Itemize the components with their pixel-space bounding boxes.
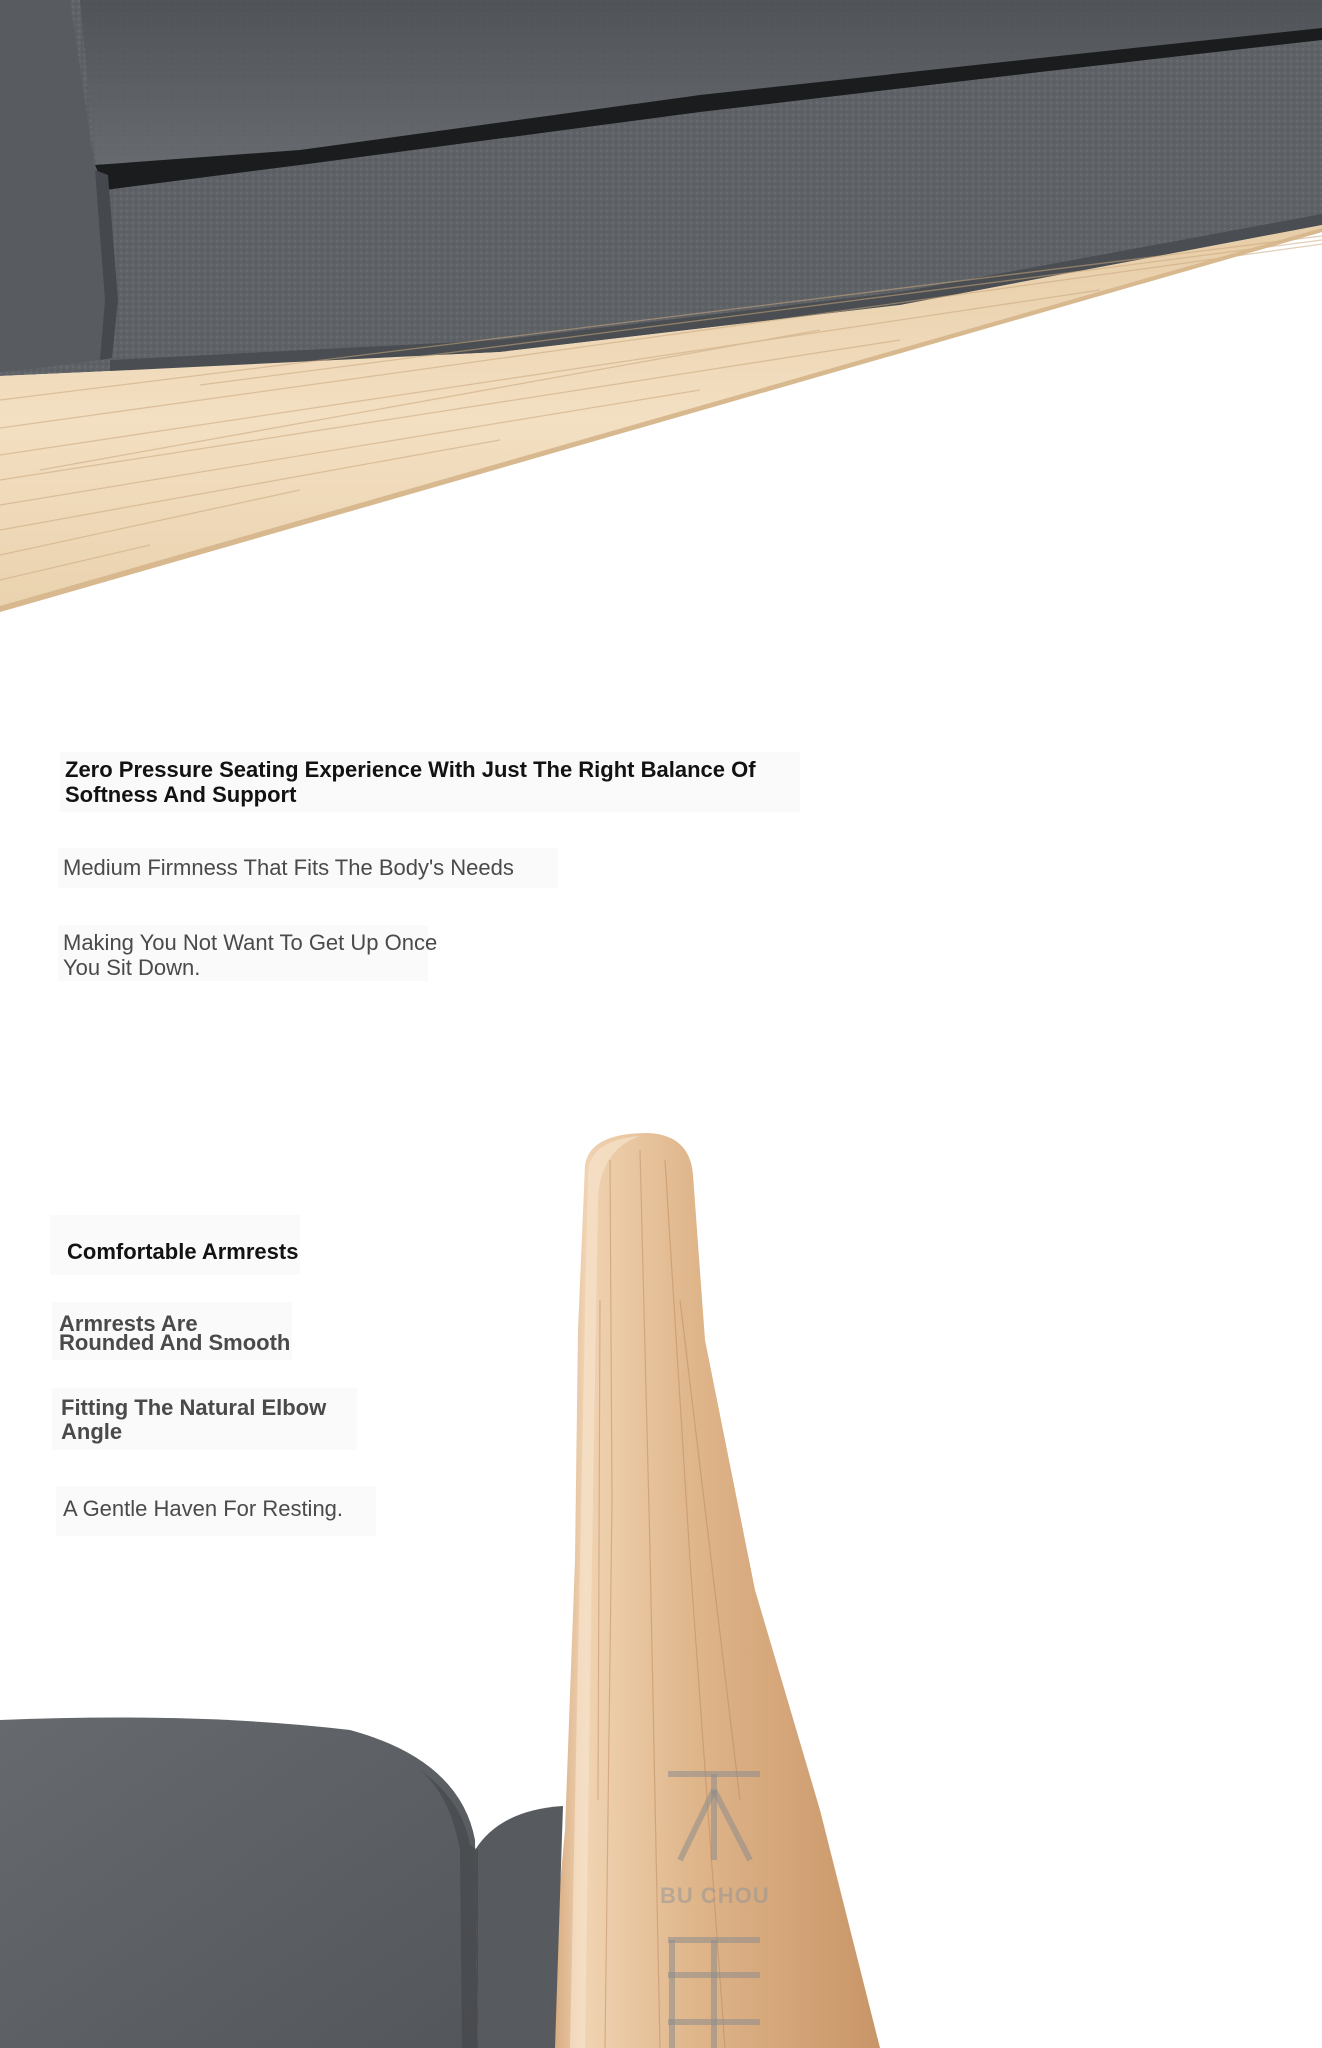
armrest-image — [545, 1133, 880, 2048]
armrest-feature-elbow: Fitting The Natural Elbow Angle — [61, 1395, 327, 1444]
armrest-feature-rounded: Armrests Are Rounded And Smooth — [59, 1311, 291, 1355]
armrest-section-title: Comfortable Armrests — [67, 1239, 299, 1264]
sofa-cushion-image — [0, 0, 1322, 376]
seat-section-title: Zero Pressure Seating Experience With Just The Right Balance Of Softness And Support — [65, 757, 756, 807]
firmness-description: Medium Firmness That Fits The Body's Needs — [63, 855, 514, 880]
comfort-description: Making You Not Want To Get Up Once You Sit Down. — [63, 930, 438, 980]
brand-watermark-text: BU CHOU — [660, 1883, 770, 1908]
armrest-closing-line: A Gentle Haven For Resting. — [63, 1496, 344, 1521]
seat-cushion-image — [0, 1718, 563, 2048]
